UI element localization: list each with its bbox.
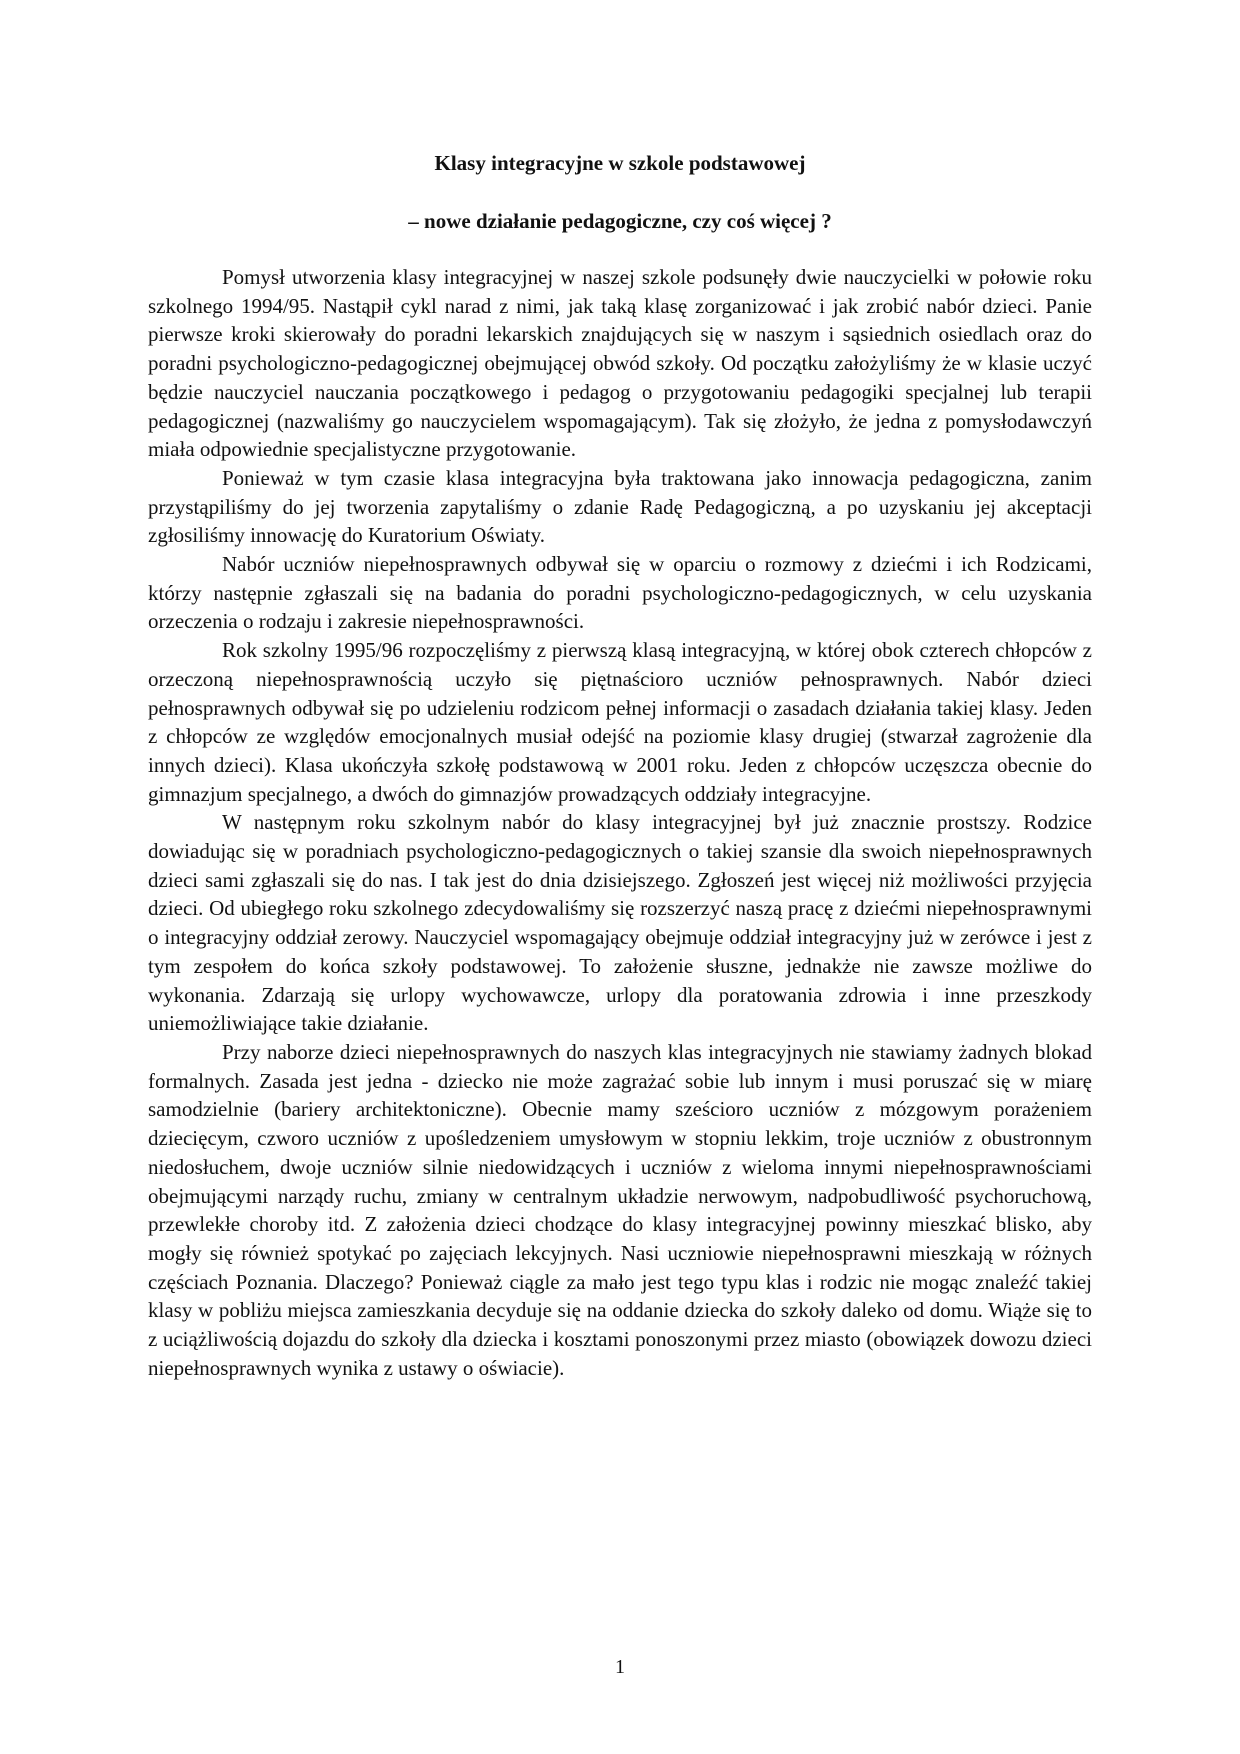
page-number: 1 — [615, 1656, 625, 1678]
document-body — [148, 263, 1092, 1382]
paragraph: Pomysł utworzenia klasy integracyjnej w naszej szkole podsunęły dwie nauczycielki w połowie roku szkolnego 1994/95. Nastąpił cykl narad z nimi, jak taką klasę zorganizować i jak zrobić nabór dzieci. Panie pierwsze kroki skierowały do poradni lekarskich znajdujących się w naszym i sąsiednich osiedlach oraz do poradni psychologiczno-pedagogicznej obejmującej obwód szkoły. Od początku założyliśmy że w klasie uczyć będzie nauczyciel nauczania początkowego i pedagog o przygotowaniu pedagogiki specjalnej lub terapii pedagogicznej (nazwaliśmy go nauczycielem wspomagającym). Tak się złożyło, że jedna z pomysłodawczyń miała odpowiednie specjalistyczne przygotowanie. — [148, 265, 1092, 462]
paragraph: Rok szkolny 1995/96 rozpoczęliśmy z pierwszą klasą integracyjną, w której obok czterech chłopców z orzeczoną niepełnosprawnością uczyło się piętnaścioro uczniów pełnosprawnych. Nabór dzieci pełnosprawnych odbywał się po udzieleniu rodzicom pełnej informacji o zasadach działania takiej klasy. Jeden z chłopców ze względów emocjonalnych musiał odejść na poziomie klasy drugiej (stwarzał zagrożenie dla innych dzieci). Klasa ukończyła szkołę podstawową w 2001 roku. Jeden z chłopców uczęszcza obecnie do gimnazjum specjalnego, a dwóch do gimnazjów prowadzących oddziały integracyjne. — [148, 638, 1092, 806]
paragraph: Przy naborze dzieci niepełnosprawnych do naszych klas integracyjnych nie stawiamy żadnych blokad formalnych. Zasada jest jedna - dziecko nie może zagrażać sobie lub innym i musi poruszać się w miarę samodzielnie (bariery architektoniczne). Obecnie mamy sześcioro uczniów z mózgowym porażeniem dziecięcym, czworo uczniów z upośledzeniem umysłowym w stopniu lekkim, troje uczniów z obustronnym niedosłuchem, dwoje uczniów silnie niedowidzących i uczniów z wieloma innymi niepełnosprawnościami obejmującymi narządy ruchu, zmiany w centralnym układzie nerwowym, nadpobudliwość psychoruchową, przewlekłe choroby itd. Z założenia dzieci chodzące do klasy integracyjnej powinny mieszkać blisko, aby mogły się również spotykać po zajęciach lekcyjnych. Nasi uczniowie niepełnosprawni mieszkają w różnych częściach Poznania. Dlaczego? Ponieważ ciągle za mało jest tego typu klas i rodzic nie mogąc znaleźć takiej klasy w pobliżu miejsca zamieszkania decyduje się na oddanie dziecka do szkoły daleko od domu. Wiąże się to z uciążliwością dojazdu do szkoły dla dziecka i kosztami ponoszonymi przez miasto (obowiązek dowozu dzieci niepełnosprawnych wynika z ustawy o oświacie). — [148, 1039, 1092, 1380]
paragraph: Nabór uczniów niepełnosprawnych odbywał się w oparciu o rozmowy z dziećmi i ich Rodzicami, którzy następnie zgłaszali się na badania do poradni psychologiczno-pedagogicznych, w celu uzyskania orzeczenia o rodzaju i zakresie niepełnosprawności. — [148, 552, 1092, 634]
document-subtitle: – nowe działanie pedagogiczne, czy coś więcej ? — [408, 209, 832, 233]
document-title: Klasy integracyjne w szkole podstawowej — [434, 151, 806, 175]
paragraph: Ponieważ w tym czasie klasa integracyjna była traktowana jako innowacja pedagogiczna, zanim przystąpiliśmy do jej tworzenia zapytaliśmy o zdanie Radę Pedagogiczną, a po uzyskaniu jej akceptacji zgłosiliśmy innowację do Kuratorium Oświaty. — [148, 465, 1092, 548]
paragraph: W następnym roku szkolnym nabór do klasy integracyjnej był już znacznie prostszy. Rodzice dowiadując się w poradniach psychologiczno-pedagogicznych o takiej szansie dla swoich niepełnosprawnych dzieci sami zgłaszali się do nas. I tak jest do dnia dzisiejszego. Zgłoszeń jest więcej niż możliwości przyjęcia dzieci. Od ubiegłego roku szkolnego zdecydowaliśmy się rozszerzyć naszą pracę z dziećmi niepełnosprawnymi o integracyjny oddział zerowy. Nauczyciel wspomagający obejmuje oddział integracyjny już w zerówce i jest z tym zespołem do końca szkoły podstawowej. To założenie słuszne, jednakże nie zawsze możliwe do wykonania. Zdarzają się urlopy wychowawcze, urlopy dla poratowania zdrowia i inne przeszkody uniemożliwiające takie działanie. — [148, 810, 1092, 1036]
